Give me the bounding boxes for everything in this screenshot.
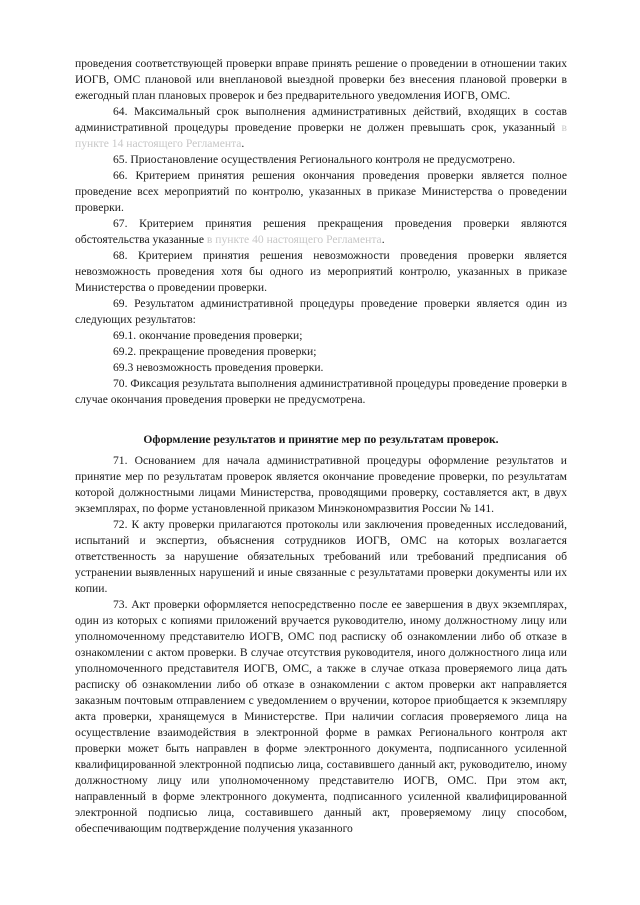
paragraph-text: 65. Приостановление осуществления Регионального контроля не предусмотрено. xyxy=(113,153,516,166)
section-gap xyxy=(75,408,567,432)
paragraph-text: 67. Критерием принятия решения прекращения проведения проверки являются обстоятельства указанные xyxy=(75,217,567,246)
paragraph-p70 xyxy=(75,376,567,408)
regulation-reference-link[interactable]: в пункте 14 настоящего Регламента xyxy=(75,121,567,150)
paragraph-text: 69.2. прекращение проведения проверки; xyxy=(113,345,317,358)
paragraph-text: 66. Критерием принятия решения окончания проведения проверки является полное проведение всех мероприятий по контролю, указанных в приказе Министерства о проведении проверки. xyxy=(75,169,567,214)
paragraph-text: 64. Максимальный срок выполнения административных действий, входящих в состав административной процедуры проведение проверки не должен превышать срок, указанный xyxy=(75,105,567,134)
regulation-section-procedure xyxy=(75,56,567,408)
document-page xyxy=(75,56,567,837)
paragraph-text: 69.1. окончание проведения проверки; xyxy=(113,329,303,342)
paragraph-p65 xyxy=(75,152,567,168)
paragraph-text: проведения соответствующей проверки вправе принять решение о проведении в отношении таких ИОГВ, ОМС плановой или внеплановой выездной проверки без внесения плановой проверки в ежегодный план плановых проверок и без предварительного уведомления ИОГВ, ОМС. xyxy=(75,57,567,102)
paragraph-p69-2 xyxy=(75,344,567,360)
paragraph-text: 70. Фиксация результата выполнения административной процедуры проведение проверки в случае окончания проведения проверки не предусмотрена. xyxy=(75,377,567,406)
paragraph-p68 xyxy=(75,248,567,296)
paragraph-p63-cont xyxy=(75,56,567,104)
regulation-section-results xyxy=(75,453,567,837)
paragraph-p66 xyxy=(75,168,567,216)
paragraph-p67 xyxy=(75,216,567,248)
paragraph-tail: . xyxy=(381,233,385,246)
paragraph-p69-1 xyxy=(75,328,567,344)
paragraph-text: 72. К акту проверки прилагаются протоколы или заключения проведенных исследований, испытаний и экспертиз, объяснения сотрудников ИОГВ, ОМС на которых возлагается ответственность за нарушение обязательных требований или требований предписания об устранении выявленных нарушений и иные связанные с результатами проверки документы или их копии. xyxy=(75,518,567,595)
section-heading: Оформление результатов и принятие мер по результатам проверок. xyxy=(143,433,499,446)
paragraph-p69-3 xyxy=(75,360,567,376)
paragraph-p71 xyxy=(75,453,567,517)
regulation-reference-link[interactable]: в пункте 40 настоящего Регламента xyxy=(206,233,382,246)
paragraph-p72 xyxy=(75,517,567,597)
paragraph-tail: . xyxy=(241,137,245,150)
paragraph-text: 68. Критерием принятия решения невозможности проведения проверки является невозможность проведения хотя бы одного из мероприятий контролю, указанных в приказе Министерства о проведении проверки. xyxy=(75,249,567,294)
paragraph-text: 69.3 невозможность проведения проверки. xyxy=(113,361,324,374)
paragraph-p64 xyxy=(75,104,567,152)
paragraph-p69 xyxy=(75,296,567,328)
paragraph-p73 xyxy=(75,597,567,837)
paragraph-text: 73. Акт проверки оформляется непосредственно после ее завершения в двух экземплярах, один из которых с копиями приложений вручается руководителю, иному должностному лицу или уполномоченному представителю ИОГВ, ОМС под расписку об ознакомлении либо об отказе в ознакомлении с актом проверки. В случае отсутствия руководителя, иного должностного лица или уполномоченного представителя ИОГВ, ОМС, а также в случае отказа проверяемого лица дать расписку об ознакомлении либо об отказе в ознакомлении с актом проверки акт направляется заказным почтовым отправлением с уведомлением о вручении, которое приобщается к экземпляру акта проверки, хранящемуся в Министерстве. При наличии согласия проверяемого лица на осуществление взаимодействия в электронной форме в рамках Регионального контроля акт проверки может быть направлен в форме электронного документа, подписанного усиленной квалифицированной электронной подписью лица, составившего данный акт, руководителю, иному должностному лицу или уполномоченному представителю ИОГВ, ОМС. При этом акт, направленный в форме электронного документа, подписанного усиленной квалифицированной электронной подписью лица, составившего данный акт, проверяемому лицу способом, обеспечивающим подтверждение получения указанного xyxy=(75,598,567,835)
paragraph-text: 69. Результатом административной процедуры проведение проверки является один из следующих результатов: xyxy=(75,297,567,326)
paragraph-text: 71. Основанием для начала административной процедуры оформление результатов и принятие мер по результатам проверок является окончание проведение проверки, по результатам которой должностными лицами Министерства, проводящими проверку, составляется акт, в двух экземплярах, по форме установленной приказом Минэкономразвития России № 141. xyxy=(75,454,567,515)
